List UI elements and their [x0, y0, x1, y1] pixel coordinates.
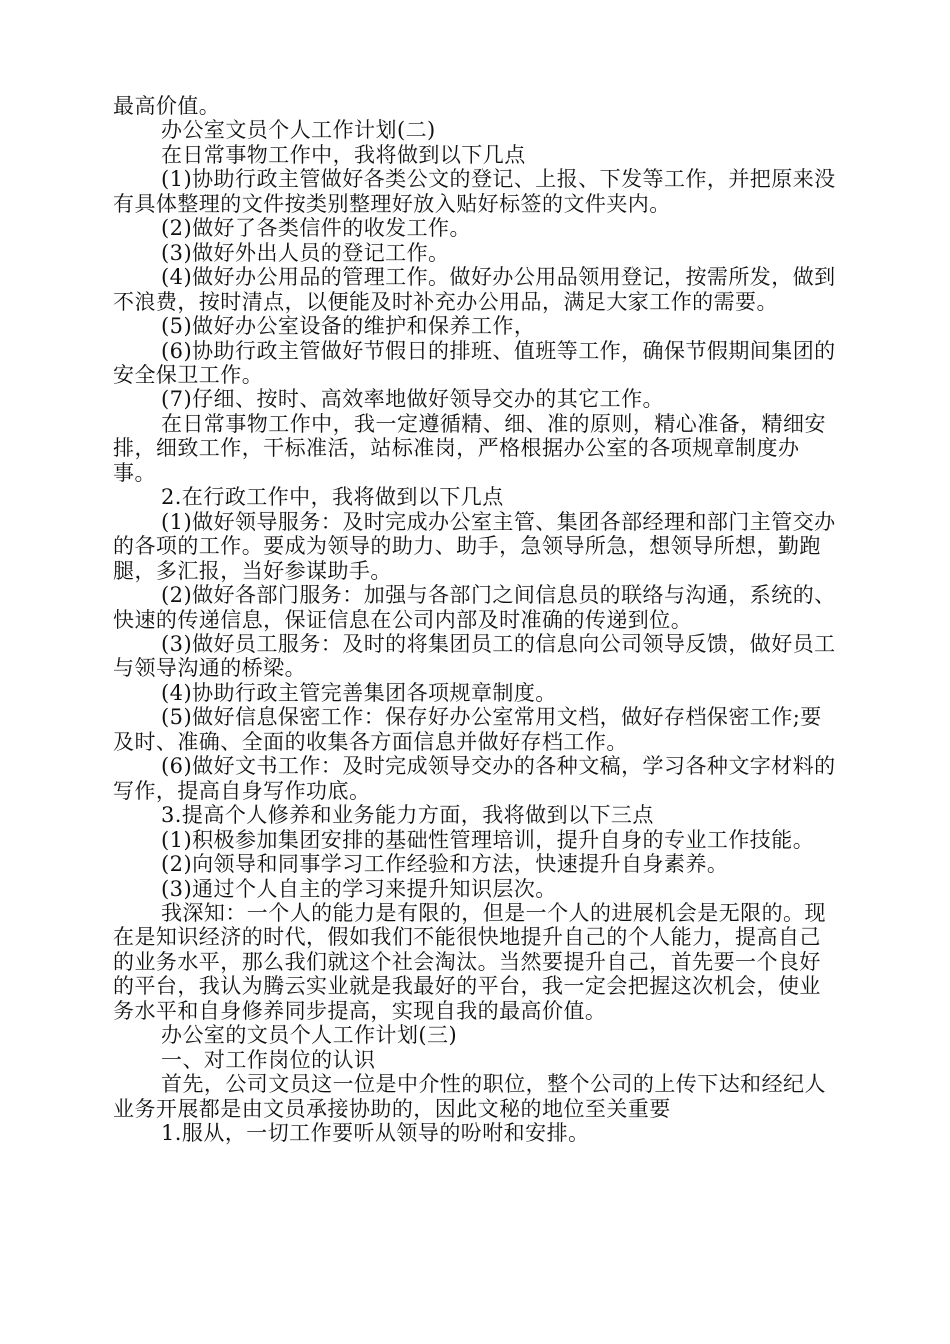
paragraph: 最高价值。 [113, 94, 221, 118]
list-item: (5)做好信息保密工作：保存好办公室常用文档，做好存档保密工作;要及时、准确、全面的收集各方面信息并做好存档工作。 [113, 705, 822, 754]
section-heading: 办公室文员个人工作计划(二) [161, 118, 436, 143]
paragraph: 我深知：一个人的能力是有限的，但是一个人的进展机会是无限的。现在是知识经济的时代，假如我们不能很快地提升自己的个人能力，提高自己的业务水平，那么我们就这个社会淘汰。当然要提升自己，首先要一个良好的平台，我认为腾云实业就是我最好的平台，我一定会把握这次机会，使业务水平和自身修养同步提高，实现自我的最高价值。 [113, 900, 826, 1023]
list-item: (2)做好各部门服务：加强与各部门之间信息员的联络与沟通，系统的、快速的传递信息，保证信息在公司内部及时准确的传递到位。 [113, 583, 836, 632]
paragraph: 3.提高个人修养和业务能力方面，我将做到以下三点 [161, 803, 654, 828]
list-item: (1)积极参加集团安排的基础性管理培训，提升自身的专业工作技能。 [161, 827, 815, 852]
paragraph: 1.服从，一切工作要听从领导的吩咐和安排。 [161, 1121, 590, 1146]
list-item: (4)做好办公用品的管理工作。做好办公用品领用登记，按需所发，做到不浪费，按时清点，以便能及时补充办公用品，满足大家工作的需要。 [113, 265, 836, 314]
paragraph: 在日常事物工作中，我将做到以下几点 [161, 142, 526, 167]
paragraph: 在日常事物工作中，我一定遵循精、细、准的原则，精心准备，精细安排，细致工作，干标准活，站标准岗，严格根据办公室的各项规章制度办事。 [113, 411, 826, 485]
paragraph: 2.在行政工作中，我将做到以下几点 [161, 485, 504, 510]
list-item: (6)协助行政主管做好节假日的排班、值班等工作，确保节假期间集团的安全保卫工作。 [113, 338, 836, 387]
list-item: (3)做好员工服务：及时的将集团员工的信息向公司领导反馈，做好员工与领导沟通的桥梁。 [113, 631, 836, 681]
list-item: (2)做好了各类信件的收发工作。 [161, 216, 471, 241]
list-item: (4)协助行政主管完善集团各项规章制度。 [161, 680, 557, 705]
paragraph: 一、对工作岗位的认识 [161, 1047, 376, 1072]
list-item: (2)向领导和同事学习工作经验和方法，快速提升自身素养。 [161, 852, 729, 877]
list-item: (3)通过个人自主的学习来提升知识层次。 [161, 876, 557, 901]
list-item: (1)协助行政主管做好各类公文的登记、上报、下发等工作，并把原来没有具体整理的文件按类别整理好放入贴好标签的文件夹内。 [113, 167, 836, 216]
list-item: (3)做好外出人员的登记工作。 [161, 240, 450, 265]
list-item: (1)做好领导服务：及时完成办公室主管、集团各部经理和部门主管交办的各项的工作。要成为领导的助力、助手，急领导所急，想领导所想，勤跑腿，多汇报，当好参谋助手。 [113, 509, 836, 583]
list-item: (5)做好办公室设备的维护和保养工作， [161, 314, 536, 339]
document-body [113, 94, 841, 1145]
paragraph: 首先，公司文员这一位是中介性的职位，整个公司的上传下达和经纪人业务开展都是由文员承接协助的，因此文秘的地位至关重要 [113, 1072, 826, 1121]
section-heading: 办公室的文员个人工作计划(三) [161, 1023, 458, 1048]
list-item: (6)做好文书工作：及时完成领导交办的各种文稿，学习各种文字材料的写作，提高自身写作功底。 [113, 754, 836, 803]
list-item: (7)仔细、按时、高效率地做好领导交办的其它工作。 [161, 387, 664, 412]
